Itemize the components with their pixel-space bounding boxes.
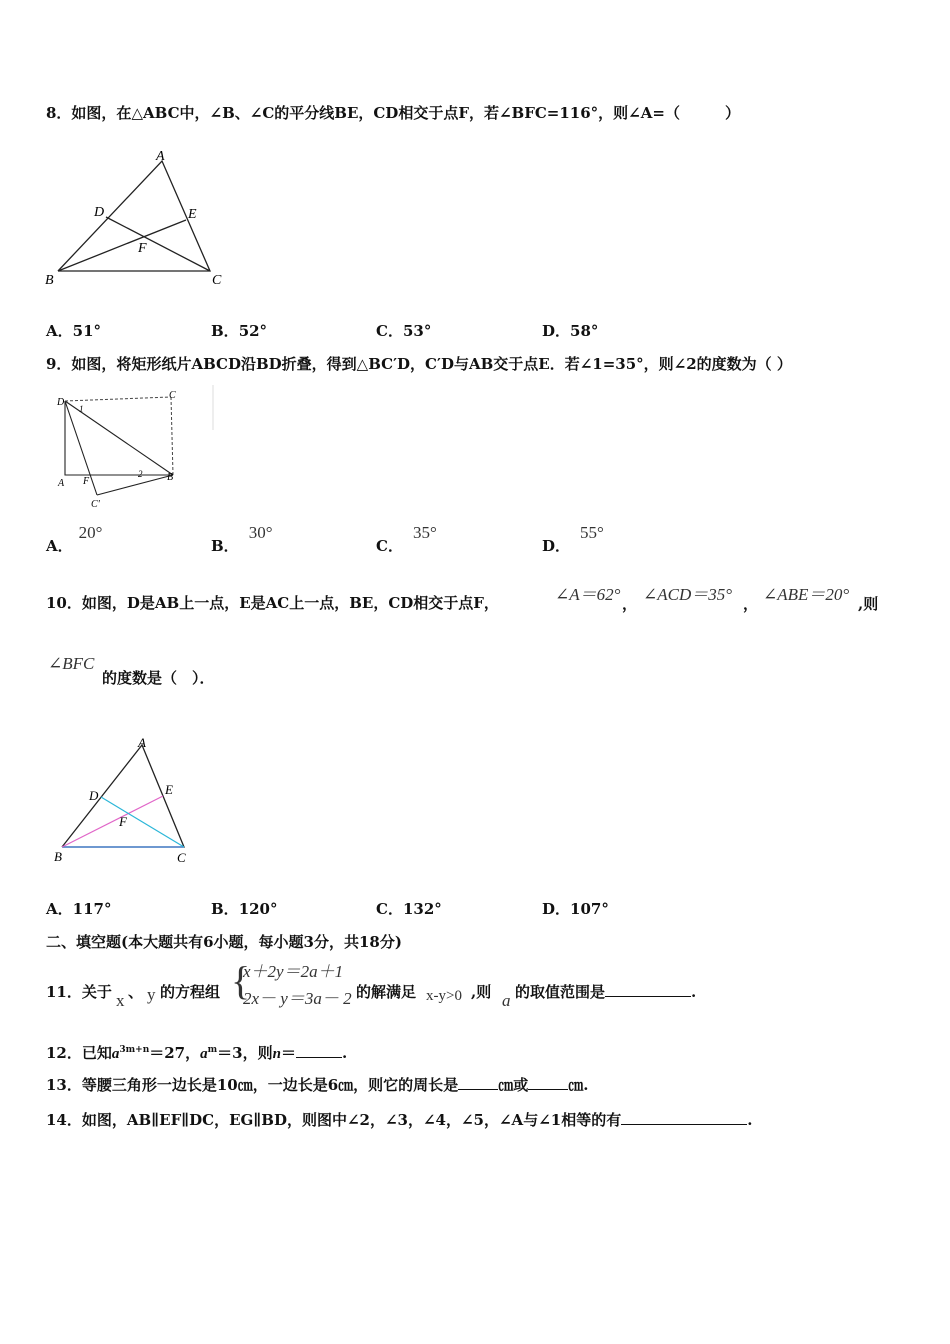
q13-answer-blank-1[interactable] [458,1075,498,1090]
q8-option-c: C．53° [376,322,432,340]
q9-label-angle2: 2 [138,469,143,479]
q11-sep: 、 [128,983,144,1001]
q8-label-c: C [212,273,222,288]
q9-figure [55,385,220,510]
q10-then: ,则 [858,595,879,613]
q11-equation-2: 2x－ y＝3a－ 2 [243,989,352,1008]
brace-icon: { [231,958,251,1003]
q8-option-a: A．51° [46,322,102,340]
q11-answer-blank[interactable] [605,982,691,997]
q9-option-d: D．55° [542,523,604,555]
q13-text: 13．等腰三角形一边长是10㎝，一边长是6㎝，则它的周长是 ㎝或 ㎝. [46,1076,589,1094]
q11-var-a: a [502,991,511,1010]
q10-math-angle-acd: ∠ACD＝35° [643,585,733,604]
q9-label-d: D [57,397,65,408]
q10-math-angle-bfc: ∠BFC [48,654,95,673]
q10-option-d: D．107° [542,900,609,918]
q11-equation-system [231,957,356,1007]
q11-prefix: 11．关于 [46,983,112,1001]
q10-math-angle-a: ∠A＝62° [555,585,621,604]
q9-label-cprime: C' [91,499,100,510]
q10-label-a: A [138,735,146,750]
q10-figure [52,735,202,865]
q9-option-c: C．35° [376,523,437,555]
q8-label-a: A [156,149,165,164]
q8-option-d: D．58° [542,322,599,340]
q10-question: 的度数是（ ）． [102,669,215,687]
q10-label-d: D [89,788,99,803]
q9-label-a: A [58,478,65,489]
section-2-title: 二、填空题(本大题共有6小题，每小题3分，共18分) [46,933,402,951]
q9-text: 9．如图，将矩形纸片ABCD沿BD折叠，得到△BC′D，C′D与AB交于点E．若∠1=35°，则∠2的度数为（ ） [46,355,792,373]
q9-option-a: A．20° [46,523,103,555]
q9-label-c: C [169,390,176,401]
q8-figure [40,145,240,290]
q11-var-y: y [147,985,156,1004]
q8-option-b: B．52° [211,322,268,340]
q9-label-b: B [167,472,174,483]
q9-option-b: B．30° [211,523,273,555]
q10-label-f: F [119,814,127,829]
q8-label-d: D [94,205,105,220]
q11-var-x: x [116,991,125,1010]
q10-sep1: ， [622,595,638,613]
q8-text: 8．如图，在△ABC中，∠B、∠C的平分线BE，CD相交于点F，若∠BFC=116°，则∠A=（ ） [46,104,740,122]
q10-label-e: E [165,782,173,797]
q11-mid: 的方程组 [160,983,221,1001]
q10-math-angle-abe: ∠ABE＝20° [763,585,850,604]
q10-label-c: C [177,850,186,865]
q8-label-e: E [188,207,197,222]
q10-sep2: ， [743,595,759,613]
q8-label-f: F [138,241,147,256]
q14-answer-blank[interactable] [621,1110,747,1125]
q10-option-b: B．120° [211,900,278,918]
q11-suffix3: 的取值范围是 . [515,983,697,1001]
q14-text: 14．如图，AB∥EF∥DC，EG∥BD，则图中∠2，∠3，∠4，∠5，∠A与∠1相等的有 . [46,1111,753,1129]
q11-equation-1: x＋2y＝2a＋1 [243,962,344,981]
q10-option-a: A．117° [46,900,112,918]
q9-label-angle1: 1 [79,404,84,414]
q9-label-f: F [83,476,90,487]
q11-suffix2: ,则 [471,983,492,1001]
q10-text: 10．如图，D是AB上一点，E是AC上一点，BE，CD相交于点F， [46,594,499,612]
q11-condition: x-y>0 [426,988,462,1004]
q10-option-c: C．132° [376,900,442,918]
q12-answer-blank[interactable] [296,1043,342,1058]
q8-label-b: B [45,273,54,288]
q13-answer-blank-2[interactable] [528,1075,568,1090]
q10-label-b: B [54,849,62,864]
q11-suffix1: 的解满足 [356,983,417,1001]
q12-text: 12．已知$a^{3m+n}=27$，$a^m=3$，则n＝ . [46,1044,348,1062]
